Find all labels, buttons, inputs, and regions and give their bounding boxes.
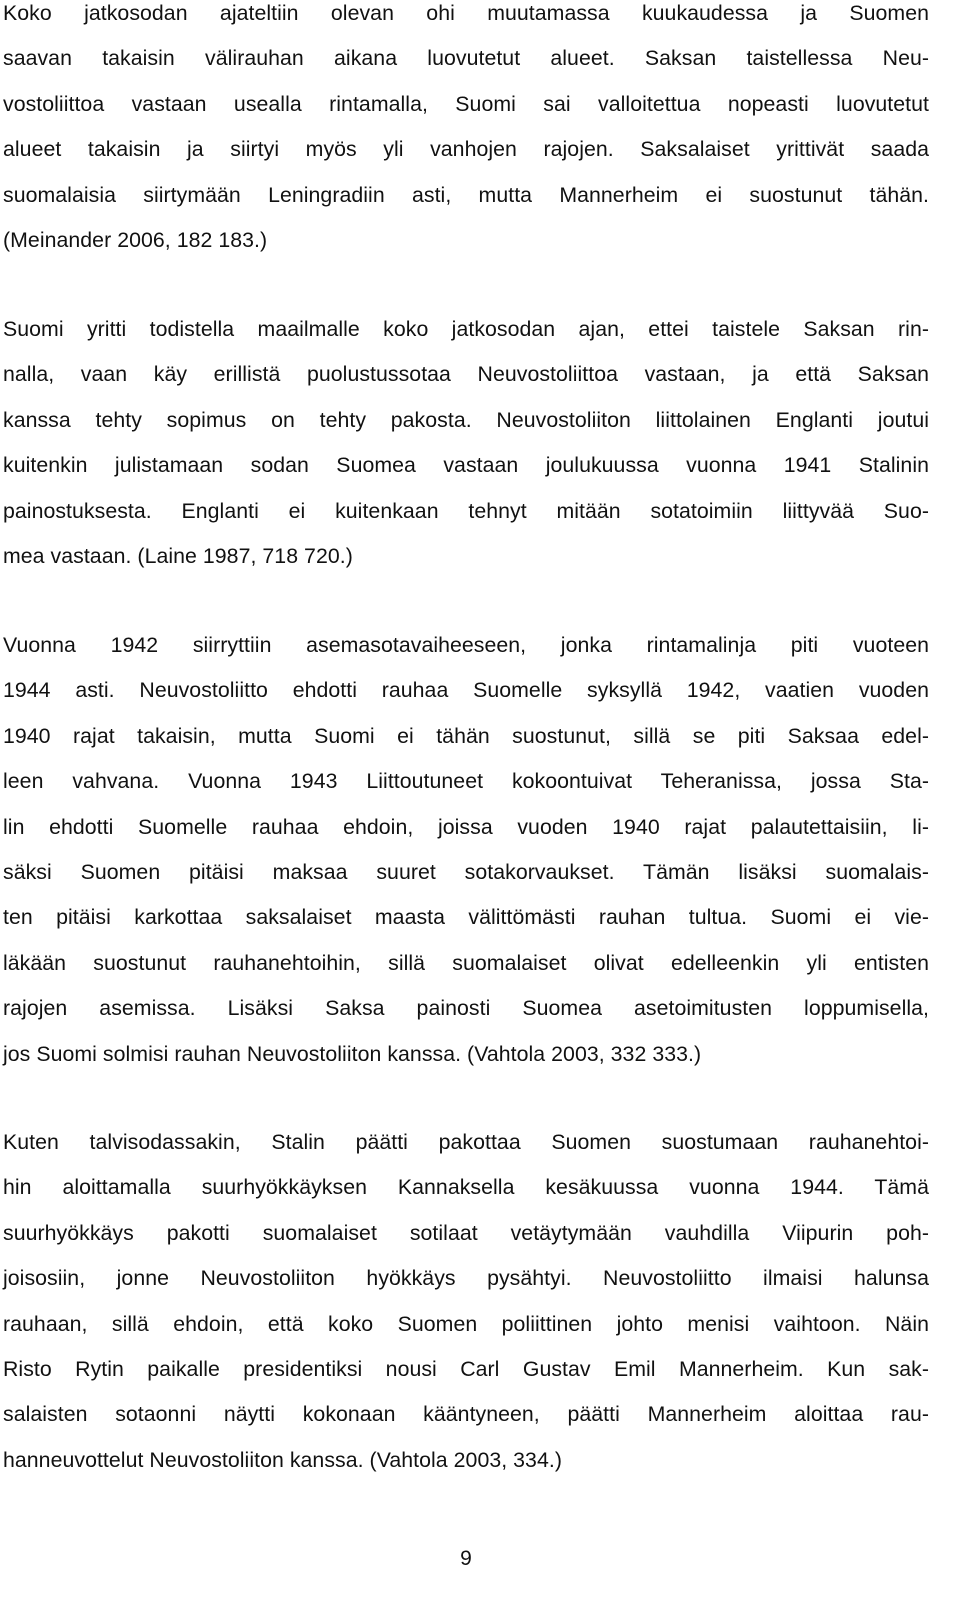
text-line: hin aloittamalla suurhyökkäyksen Kannaksella kesäkuussa vuonna 1944. Tämä: [3, 1175, 929, 1200]
text-line: painostuksesta. Englanti ei kuitenkaan tehnyt mitään sotatoimiin liittyvää Suo-: [3, 498, 929, 523]
text-line: alueet takaisin ja siirtyi myös yli vanhojen rajojen. Saksalaiset yrittivät saada: [3, 137, 929, 162]
text-line: leen vahvana. Vuonna 1943 Liittoutuneet kokoontuivat Teheranissa, jossa Sta-: [3, 769, 929, 794]
text-line: rajojen asemissa. Lisäksi Saksa painosti Suomea asetoimitusten loppumisella,: [3, 996, 929, 1021]
text-line: mea vastaan. (Laine 1987, 718 720.): [3, 544, 353, 568]
text-line: säksi Suomen pitäisi maksaa suuret sotakorvaukset. Tämän lisäksi suomalais-: [3, 860, 929, 884]
text-line: Risto Rytin paikalle presidentiksi nousi Carl Gustav Emil Mannerheim. Kun sak-: [3, 1357, 929, 1381]
text-line: lin ehdotti Suomelle rauhaa ehdoin, joissa vuoden 1940 rajat palautettaisiin, li-: [3, 814, 929, 839]
text-line: suomalaisia siirtymään Leningradiin asti, mutta Mannerheim ei suostunut tähän.: [3, 182, 929, 207]
text-line: Kuten talvisodassakin, Stalin päätti pakottaa Suomen suostumaan rauhanehtoi-: [3, 1130, 929, 1154]
text-line: (Meinander 2006, 182 183.): [3, 228, 268, 252]
text-line: nalla, vaan käy erillistä puolustussotaa Neuvostoliittoa vastaan, ja että Saksan: [3, 362, 929, 387]
text-line: 1940 rajat takaisin, mutta Suomi ei tähän suostunut, sillä se piti Saksaa edel-: [3, 723, 929, 748]
text-line: 1944 asti. Neuvostoliitto ehdotti rauhaa Suomelle syksyllä 1942, vaatien vuoden: [3, 678, 929, 703]
text-line: kuitenkin julistamaan sodan Suomea vastaan joulukuussa vuonna 1941 Stalinin: [3, 453, 929, 478]
text-line: suurhyökkäys pakotti suomalaiset sotilaat vetäytymään vauhdilla Viipurin poh-: [3, 1220, 929, 1245]
text-line: Vuonna 1942 siirryttiin asemasotavaiheeseen, jonka rintamalinja piti vuoteen: [3, 633, 929, 657]
text-line: hanneuvottelut Neuvostoliiton kanssa. (Vahtola 2003, 334.): [3, 1447, 562, 1472]
text-line: rauhaan, sillä ehdoin, että koko Suomen poliittinen johto menisi vaihtoon. Näin: [3, 1311, 929, 1336]
text-line: vostoliittoa vastaan usealla rintamalla, Suomi sai valloitettua nopeasti luovutetut: [3, 91, 929, 116]
text-line: kanssa tehty sopimus on tehty pakosta. Neuvostoliiton liittolainen Englanti joutui: [3, 407, 929, 432]
text-line: Suomi yritti todistella maailmalle koko jatkosodan ajan, ettei taistele Saksan rin-: [3, 317, 929, 341]
text-line: läkään suostunut rauhanehtoihin, sillä suomalaiset olivat edelleenkin yli entisten: [3, 950, 929, 975]
text-line: saavan takaisin välirauhan aikana luovutetut alueet. Saksan taistellessa Neu-: [3, 46, 929, 71]
text-line: salaisten sotaonni näytti kokonaan kääntyneen, päätti Mannerheim aloittaa rau-: [3, 1402, 929, 1427]
text-line: Koko jatkosodan ajateltiin olevan ohi muutamassa kuukaudessa ja Suomen: [3, 1, 929, 25]
text-line: jos Suomi solmisi rauhan Neuvostoliiton kanssa. (Vahtola 2003, 332 333.): [3, 1041, 702, 1066]
page-number: 9: [460, 1547, 472, 1570]
text-line: joisosiin, jonne Neuvostoliiton hyökkäys pysähtyi. Neuvostoliitto ilmaisi halunsa: [3, 1266, 929, 1291]
text-line: ten pitäisi karkottaa saksalaiset maasta välittömästi rauhan tultua. Suomi ei vie-: [3, 905, 929, 930]
